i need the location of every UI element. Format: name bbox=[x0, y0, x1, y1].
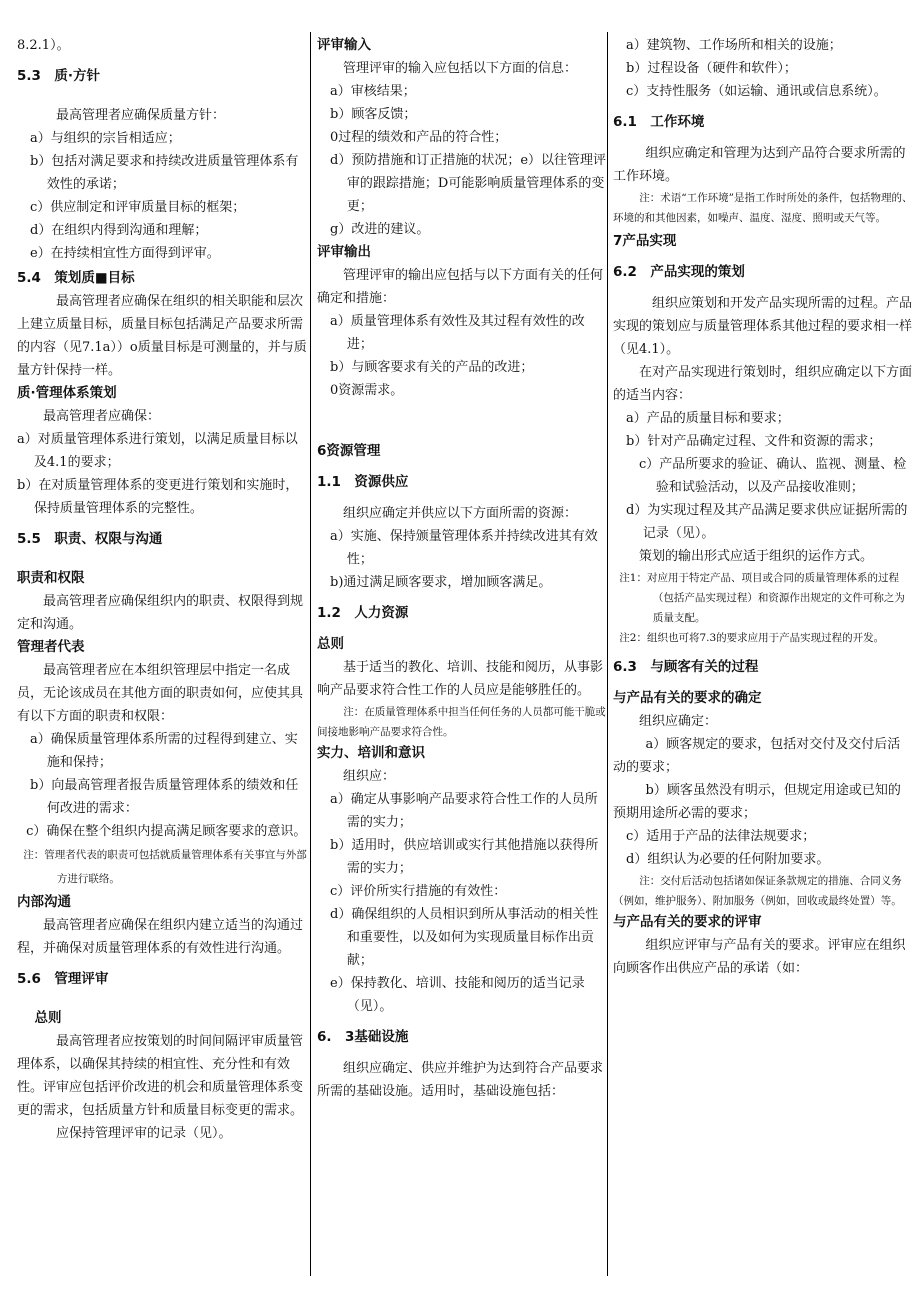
list-item: g）改进的建议。 bbox=[330, 222, 430, 237]
paragraph: 最高管理者应在本组织管理层中指定一名成员，无论该成员在其他方面的职责如何，应使其具有以下方面的职责和权限： bbox=[17, 663, 304, 724]
subsection-heading: 管理者代表 bbox=[17, 639, 85, 655]
note: 注：术语“工作环境”是指工作时所处的条件，包括物理的、环境的和其他因素，如噪声、温度、湿度、照明或天气等。 bbox=[613, 192, 913, 224]
section-heading-6-2: 1.2 人力资源 bbox=[317, 605, 409, 621]
list-item: a）确保质量管理体系所需的过程得到建立、实施和保持； bbox=[30, 732, 298, 770]
paragraph: 策划的输出形式应适于组织的运作方式。 bbox=[639, 549, 874, 564]
list-item: a）与组织的宗旨相适应； bbox=[30, 131, 181, 146]
list-item: b）顾客反馈； bbox=[330, 107, 417, 122]
column-left bbox=[17, 34, 310, 1145]
list-item: c）支持性服务（如运输、通讯或信息系统）。 bbox=[626, 84, 887, 99]
paragraph: 最高管理者应确保质量方针： bbox=[56, 108, 226, 123]
paragraph: 最高管理者应按策划的时间间隔评审质量管理体系，以确保其持续的相宜性、充分性和有效性。评审应包括评价改进的机会和质量管理体系变更的需求，包括质量方针和质量目标变更的需求。 bbox=[17, 1034, 304, 1118]
list-item: b）针对产品确定过程、文件和资源的需求； bbox=[626, 434, 882, 449]
note: 注：在质量管理体系中担当任何任务的人员都可能干脆或间接地影响产品要求符合性。 bbox=[317, 706, 606, 738]
paragraph: 最高管理者应确保在组织内建立适当的沟通过程，并确保对质量管理体系的有效性进行沟通。 bbox=[17, 918, 304, 956]
list-item: a）对质量管理体系进行策划，以满足质量目标以及4.1的要求； bbox=[17, 432, 298, 470]
subsection-heading: 总则 bbox=[34, 1010, 62, 1026]
list-item: c）评价所实行措施的有效性： bbox=[330, 884, 507, 899]
paragraph: 最高管理者应确保组织内的职责、权限得到规定和沟通。 bbox=[17, 594, 304, 632]
section-heading-5-6: 5.6 管理评审 bbox=[17, 971, 109, 987]
list-item: 0资源需求。 bbox=[330, 383, 404, 398]
list-item: b）与顾客要求有关的产品的改进； bbox=[330, 360, 534, 375]
list-item: c）产品所要求的验证、确认、监视、测量、检验和试验活动，以及产品接收准则； bbox=[639, 457, 907, 495]
list-item: b）过程设备（硬件和软件）； bbox=[626, 61, 797, 76]
paragraph: 基于适当的教化、培训、技能和阅历，从事影响产品要求符合性工作的人员应是能够胜任的。 bbox=[317, 660, 604, 698]
list-item: a）建筑物、工作场所和相关的设施； bbox=[626, 38, 842, 53]
column-divider bbox=[310, 32, 311, 1276]
subsection-heading: 评审输入 bbox=[317, 37, 371, 53]
text-line: 8.2.1）。 bbox=[17, 38, 70, 53]
note: 注2：组织也可将7.3的要求应用于产品实现过程的开发。 bbox=[619, 632, 885, 644]
list-item: 0过程的绩效和产品的符合性； bbox=[330, 130, 508, 145]
column-middle bbox=[317, 34, 607, 1103]
note: 注：管理者代表的职责可包括就质量管理体系有关事宜与外部方进行联络。 bbox=[23, 849, 307, 885]
list-item: d）预防措施和订正措施的状况；e）以往管理评审的跟踪措施；D可能影响质量管理体系的变更； bbox=[330, 153, 607, 214]
list-item: e）在持续相宜性方面得到评审。 bbox=[30, 246, 220, 261]
chapter-heading-6: 6资源管理 bbox=[317, 443, 381, 459]
subsection-heading: 总则 bbox=[317, 636, 344, 652]
list-item: c）确保在整个组织内提高满足顾客要求的意识。 bbox=[26, 824, 307, 839]
paragraph: 管理评审的输出应包括与以下方面有关的任何确定和措施： bbox=[317, 268, 604, 306]
paragraph: 组织应确定： bbox=[639, 714, 718, 729]
paragraph: 组织应评审与产品有关的要求。评审应在组织向顾客作出供应产品的承诺（如： bbox=[613, 938, 906, 976]
section-heading-6-2: 6.2 产品实现的策划 bbox=[613, 264, 745, 280]
subsection-heading: 职责和权限 bbox=[17, 570, 85, 586]
paragraph: 最高管理者应确保： bbox=[43, 409, 161, 424]
paragraph: 组织应： bbox=[343, 769, 396, 784]
list-item: a）实施、保持颁量管理体系并持续改进其有效性； bbox=[330, 529, 598, 567]
list-item: b）向最高管理者报告质量管理体系的绩效和任何改进的需求： bbox=[30, 778, 299, 816]
list-item: d）组织认为必要的任何附加要求。 bbox=[626, 852, 830, 867]
list-item: a）质量管理体系有效性及其过程有效性的改进； bbox=[330, 314, 585, 352]
section-heading-5-5: 5.5 职责、权限与沟通 bbox=[17, 531, 163, 547]
subsection-heading: 与产品有关的要求的评审 bbox=[613, 914, 762, 930]
list-item: e）保持教化、培训、技能和阅历的适当记录（见）。 bbox=[330, 976, 585, 1014]
list-item: b)通过满足顾客要求，增加顾客满足。 bbox=[330, 575, 552, 590]
note: 注1：对应用于特定产品、项目或合同的质量管理体系的过程（包括产品实现过程）和资源作出规定的文件可称之为质量支配。 bbox=[619, 572, 905, 624]
section-heading-5-3: 5.3 质·方针 bbox=[17, 68, 101, 84]
list-item: a）确定从事影响产品要求符合性工作的人员所需的实力； bbox=[330, 792, 598, 830]
subsection-heading: 评审输出 bbox=[317, 244, 371, 260]
chapter-heading-7: 7产品实现 bbox=[613, 233, 677, 249]
list-item: d）确保组织的人员相识到所从事活动的相关性和重要性，以及如何为实现质量目标作出贡献； bbox=[330, 907, 599, 968]
list-item: b）顾客虽然没有明示，但规定用途或已知的预期用途所必需的要求； bbox=[613, 783, 901, 821]
section-heading-6-3: 6.3 与顾客有关的过程 bbox=[613, 659, 759, 675]
section-heading-6-1: 1.1 资源供应 bbox=[317, 474, 409, 490]
list-item: a）产品的质量目标和要求； bbox=[626, 411, 790, 426]
paragraph: 组织应确定并供应以下方面所需的资源： bbox=[343, 506, 578, 521]
list-item: c）供应制定和评审质量目标的框架； bbox=[30, 200, 246, 215]
subsection-heading: 实力、培训和意识 bbox=[317, 745, 425, 761]
list-item: d）在组织内得到沟通和理解； bbox=[30, 223, 208, 238]
list-item: b）在对质量管理体系的变更进行策划和实施时，保持质量管理体系的完整性。 bbox=[17, 478, 299, 516]
paragraph: 管理评审的输入应包括以下方面的信息： bbox=[343, 61, 578, 76]
subsection-heading: 质·管理体系策划 bbox=[17, 385, 117, 401]
section-heading-5-4: 5.4 策划质■目标 bbox=[17, 270, 135, 286]
paragraph: 应保持管理评审的记录（见）。 bbox=[56, 1126, 232, 1141]
paragraph: 最高管理者应确保在组织的相关职能和层次上建立质量目标，质量目标包括满足产品要求所需的内容（见7.1a））o质量目标是可测量的，并与质量方针保持一样。 bbox=[17, 294, 307, 378]
list-item: d）为实现过程及其产品满足要求供应证据所需的记录（见）。 bbox=[626, 503, 908, 541]
paragraph: 在对产品实现进行策划时，组织应确定以下方面的适当内容： bbox=[613, 365, 913, 403]
list-item: c）适用于产品的法律法规要求； bbox=[626, 829, 816, 844]
paragraph: 组织应确定和管理为达到产品符合要求所需的工作环境。 bbox=[613, 146, 906, 184]
paragraph: 组织应策划和开发产品实现所需的过程。产品实现的策划应与质量管理体系其他过程的要求相一样（见4.1）。 bbox=[613, 296, 913, 357]
note: 注：交付后活动包括诸如保证条款规定的措施、合同义务（例如，维护服务）、附加服务（例如，回收或最终处置）等。 bbox=[613, 875, 902, 907]
section-heading-6-3: 6. 3基础设施 bbox=[317, 1029, 409, 1045]
subsection-heading: 与产品有关的要求的确定 bbox=[613, 690, 762, 706]
list-item: b）包括对满足要求和持续改进质量管理体系有效性的承诺； bbox=[30, 154, 299, 192]
column-right bbox=[613, 34, 913, 980]
list-item: b）适用时，供应培训或实行其他措施以获得所需的实力； bbox=[330, 838, 599, 876]
paragraph: 组织应确定、供应并维护为达到符合产品要求所需的基础设施。适用时，基础设施包括： bbox=[317, 1061, 604, 1099]
list-item: a）审核结果； bbox=[330, 84, 416, 99]
subsection-heading: 内部沟通 bbox=[17, 894, 71, 910]
section-heading-6-1: 6.1 工作环境 bbox=[613, 114, 705, 130]
column-divider bbox=[607, 32, 608, 1276]
list-item: a）顾客规定的要求，包括对交付及交付后活动的要求； bbox=[613, 737, 901, 775]
